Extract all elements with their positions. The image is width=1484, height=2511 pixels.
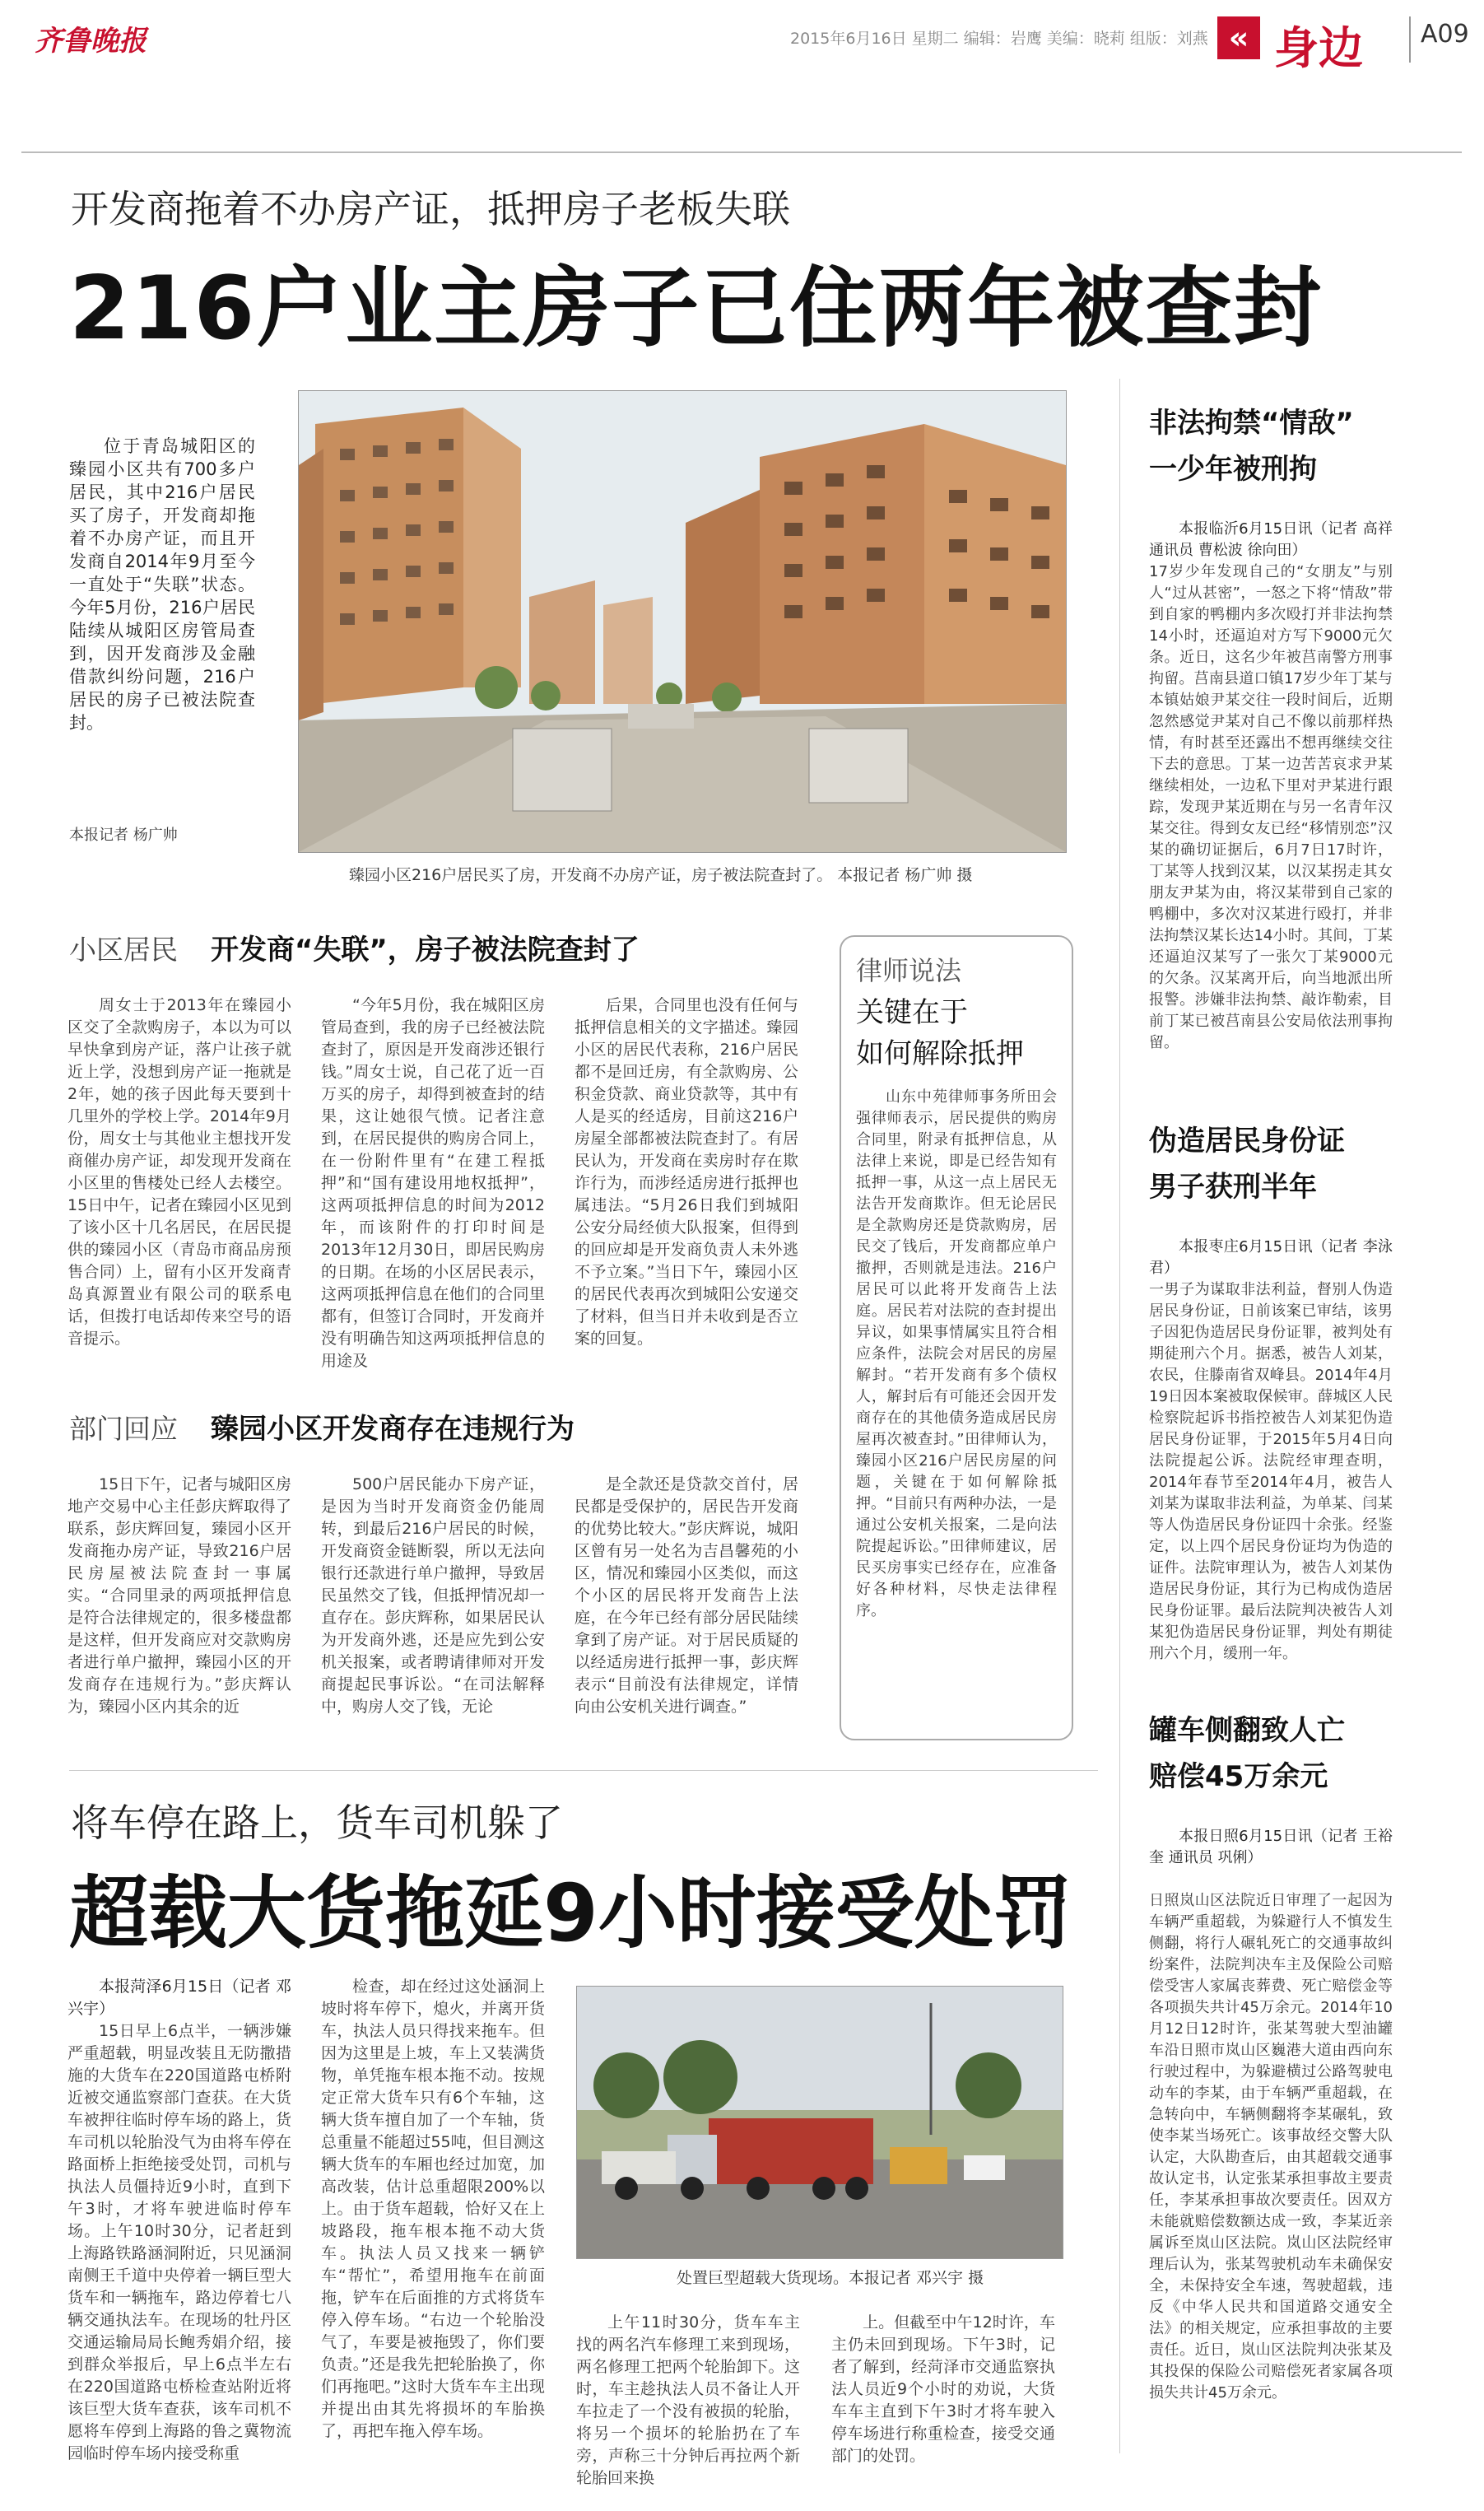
article1-sub2-col2: 500户居民能办下房产证，是因为当时开发商资金仍能周转，到最后216户居民的时候，开发商资金链断裂，所以无法向银行还款进行单户撤押，导致居民虽然交了钱，但抵押情况却一直存在。彭庆辉称，如果居民认为开发商外逃，还是应先到公安机关报案，或者聘请律师对开发商提起民事诉讼。“在司法解释中，购房人交了钱，无论 <box>321 1475 545 1716</box>
sidebar-story1-title2: 一少年被刑拘 <box>1149 453 1317 486</box>
page-number: A09 <box>1421 20 1469 49</box>
article1-sub1-col2: “今年5月份，我在城阳区房管局查到，我的房子已经被法院查封了，原因是开发商涉还银行钱。”周女士说，自己花了近一百万买的房子，却得到被查封的结果，这让她很气愤。记者注意到，在居民提供的购房合同上，在一份附件里有“在建工程抵押”和“国有建设用地权抵押”，这两项抵押信息的时间为2012年，而该附件的打印时间是2013年12月30日，即居民购房的日期。在场的小区居民表示，这两项抵押信息在他们的合同里都有，但签订合同时，开发商并没有明确告知这两项抵押信息的用途及 <box>321 996 545 1370</box>
article2-photo <box>576 1986 1063 2259</box>
article2-headline: 超载大货拖延9小时接受处罚 <box>69 1867 1072 1959</box>
lawyer-opinion-box <box>840 935 1073 1740</box>
article1-sub1-col3: 后果，合同里也没有任何与抵押信息相关的文字描述。臻园小区的居民代表称，216户居民都不是回迁房，有全款购房、公积金贷款、商业贷款等，其中有人是买的经适房，目前这216户房屋全部都被法院查封了。有居民认为，开发商在卖房时存在欺诈行为，而涉经适房进行抵押也属违法。“5月26日我们到城阳公安分局经侦大队报案，但得到的回应却是开发商负责人未外逃不予立案。”当日下午，臻园小区的居民代表再次到城阳公安递交了材料，但当日并未收到是否立案的回复。 <box>575 996 798 1348</box>
article1-headline: 216户业主房子已住两年被查封 <box>69 258 1324 359</box>
sidebar-story2-title1: 伪造居民身份证 <box>1149 1125 1345 1158</box>
lawyer-box-title-line1: 关键在于 <box>856 996 968 1029</box>
sidebar-story2-title2: 男子获刑半年 <box>1149 1171 1317 1204</box>
sidebar-story1-lead: 本报临沂6月15日讯（记者 高祥 通讯员 曹松波 徐向田） <box>1149 520 1393 559</box>
section-badge-icon: « <box>1217 16 1260 59</box>
masthead-meta: 2015年6月16日 星期二 编辑：岩鹰 美编：晓莉 组版：刘燕 <box>790 30 1208 48</box>
sidebar-story3-text: 日照岚山区法院近日审理了一起因为车辆严重超载，为躲避行人不慎发生侧翻，将行人碾轧死亡的交通事故纠纷案件，法院判决车主及保险公司赔偿受害人家属丧葬费、死亡赔偿金等各项损失共计45万余元。2014年10月12日12时许，张某驾驶大型油罐车沿日照市岚山区巍港大道由西向东行驶过程中，为躲避横过公路驾驶电动车的李某，由于车辆严重超载，在急转向中，车辆侧翻将李某碾轧，致使李某当场死亡。该事故经交警大队认定，大队勘查后，由其超载交通事故认定书，认定张某承担事故主要责任，李某承担事故次要责任。因双方未能就赔偿数额达成一致，李某近亲属诉至岚山区法院。岚山区法院经审理后认为，张某驾驶机动车未确保安全，未保持安全车速，驾驶超载，违反《中华人民共和国道路交通安全法》的相关规定，应承担事故的主要责任。近日，岚山区法院判决张某及其投保的保险公司赔偿死者家属各项损失共计45万余元。 <box>1149 1892 1393 2402</box>
article1-sub2-col3: 是全款还是贷款交首付，居民都是受保护的，居民告开发商的优势比较大。”彭庆辉说，城阳区曾有另一处名为吉昌馨苑的小区，情况和臻园小区类似，而这个小区的居民将开发商告上法庭，在今年已经有部分居民陆续拿到了房产证。对于居民质疑的以经适房进行抵押一事，彭庆辉表示“目前没有法律规定，详情向由公安机关进行调查。” <box>575 1475 798 1716</box>
article1-kicker: 开发商拖着不办房产证，抵押房子老板失联 <box>71 187 790 231</box>
article2-col4: 上。但截至中午12时许，车主仍未回到现场。下午3时，记者了解到，经菏泽市交通监察执法人员近9个小时的劝说，大货车车主直到下午3时才将车驶入停车场进行称重检查，接受交通部门的处罚。 <box>831 2313 1055 2465</box>
lawyer-box-label: 律师说法 <box>856 955 962 986</box>
article2-col3: 上午11时30分，货车车主找的两名汽车修理工来到现场，两名修理工把两个轮胎卸下。这时，车主趁执法人员不备让人开车拉走了一个没有被损的轮胎，将另一个损坏的轮胎扔在了车旁，声称三十分钟后再拉两个新轮胎回来换 <box>576 2313 800 2487</box>
article1-photo-caption: 臻园小区216户居民买了房，开发商不办房产证，房子被法院查封了。 本报记者 杨广帅 摄 <box>349 866 973 884</box>
sidebar-story3-title1: 罐车侧翻致人亡 <box>1149 1714 1345 1747</box>
sidebar-story1-title1: 非法拘禁“情敌” <box>1149 407 1354 440</box>
sidebar-story3-lead: 本报日照6月15日讯（记者 王裕奎 通讯员 巩俐） <box>1149 1828 1393 1866</box>
article1-sub1-col1: 周女士于2013年在臻园小区交了全款购房子，本以为可以早快拿到房产证，落户让孩子就近上学，没想到房产证一拖就是2年，她的孩子因此每天要到十几里外的学校上学。2014年9月份，周女士与其他业主想找开发商催办房产证，却发现开发商在小区里的售楼处已经人去楼空。15日中午，记者在臻园小区见到了该小区十几名居民，在居民提供的臻园小区（青岛市商品房预售合同）上，留有小区开发商青岛真源置业有限公司的联系电话，但拨打电话却传来空号的语音提示。 <box>67 996 291 1348</box>
article2-col1: 15日早上6点半，一辆涉嫌严重超载，明显改装且无防撒措施的大货车在220国道路屯桥附近被交通监察部门查获。在大货车被押往临时停车场的路上，货车司机以轮胎没气为由将车停在路面桥上拒绝接受处罚，司机与执法人员僵持近9小时，直到下午3时，才将车驶进临时停车场。上午10时30分，记者赶到上海路铁路涵洞附近，只见涵洞南侧王千道中央停着一辆巨型大货车和一辆拖车，路边停着七八辆交通执法车。在现场的牡丹区交通运输局局长鲍秀娟介绍，接到群众举报后，早上6点半左右在220国道路屯桥检查站附近将该巨型大货车查获，该车司机不愿将车停到上海路的鲁之冀物流园临时停车场内接受称重 <box>67 2022 291 2462</box>
sidebar-story2-text: 一男子为谋取非法利益，督别人伪造居民身份证，日前该案已审结，该男子因犯伪造居民身份证罪，被判处有期徒刑六个月。据悉，被告人刘某，农民，住滕南省双峰县。2014年4月19日因本案被取保候审。薛城区人民检察院起诉书指控被告人刘某犯伪造居民身份证罪，于2015年5月4日向法院提起公诉。法院经审理查明，2014年春节至2014年4月，被告人刘某为谋取非法利益，为单某、闫某等人伪造居民身份证四十余张。经鉴定，以上四个居民身份证均为伪造的证件。法院审理认为，被告人刘某伪造居民身份证，其行为已构成伪造居民身份证罪。最后法院判决被告人刘某犯伪造居民身份证罪，判处有期徒刑六个月，缓刑一年。 <box>1149 1281 1393 1662</box>
article1-sub2-col1: 15日下午，记者与城阳区房地产交易中心主任彭庆辉取得了联系，彭庆辉回复，臻园小区开发商拖办房产证，导致216户居民房屋被法院查封一事属实。“合同里录的两项抵押信息是符合法律规定的，很多楼盘都是这样，但开发商应对交款购房者进行单户撤押，臻园小区的开发商存在违规行为。”彭庆辉认为，臻园小区内其余的近 <box>67 1475 291 1716</box>
lawyer-box-title-line2: 如何解除抵押 <box>856 1037 1024 1070</box>
newspaper-logo: 齐鲁晚报 <box>35 25 147 58</box>
article1-lead: 位于青岛城阳区的臻园小区共有700多户居民，其中216户居民买了房子，开发商却拖着不办房产证，而且开发商自2014年9月至今一直处于“失联”状态。今年5月份，216户居民陆续从城阳区房管局查到，因开发商涉及金融借款纠纷问题，216户居民的房子已被法院查封。 <box>69 436 255 733</box>
masthead <box>0 0 1484 78</box>
article2-col2: 检查，却在经过这处涵洞上坡时将车停下，熄火，并离开货车，执法人员只得找来拖车。但因为这里是上坡，车上又装满货物，单凭拖车根本拖不动。按规定正常大货车只有6个车轴，这辆大货车擅自加了一个车轴，货总重量不能超过55吨，但目测这辆大货车的车厢也经过加宽，加高改装，估计总重超限200%以上。由于货车超载，恰好又在上坡路段，拖车根本拖不动大货车。执法人员又找来一辆铲车“帮忙”，希望用拖车在前面拖，铲车在后面推的方式将货车停入停车场。“右边一个轮胎没气了，车要是被拖毁了，你们要负责。”还是我先把轮胎换了，你们再拖吧。”这时大货车车主出现并提出由其先将损坏的车胎换了，再把车拖入停车场。 <box>321 1978 545 2440</box>
article1-sub1-title: 开发商“失联”，房子被法院查封了 <box>211 934 640 967</box>
article1-sub1-label: 小区居民 <box>69 934 178 966</box>
article1-sub2-label: 部门回应 <box>69 1413 178 1445</box>
sidebar-story1-text: 17岁少年发现自己的“女朋友”与别人“过从甚密”，一怒之下将“情敌”带到自家的鸭棚内多次殴打并非法拘禁14小时，还逼迫对方写下9000元欠条。近日，这名少年被莒南警方刑事拘留。莒南县道口镇17岁少年丁某与本镇姑娘尹某交往一段时间后，近期忽然感觉尹某对自己不像以前那样热情，有时甚至还露出不想再继续交往下去的意思。丁某一边苦苦哀求尹某继续相处，一边私下里对尹某进行跟踪，发现尹某近期在与另一名青年汉某交往。得到女友已经“移情别恋”汉某的确切证据后，6月7日17时许，丁某等人找到汉某，以汉某拐走其女朋友尹某为由，将汉某带到自己家的鸭棚中，多次对汉某进行殴打，并非法拘禁汉某长达14小时。其间，丁某还逼迫汉某写了一张欠丁某9000元的欠条。汉某离开后，向当地派出所报警。涉嫌非法拘禁、敲诈勒索，目前丁某已被莒南县公安局依法刑事拘留。 <box>1149 563 1393 1051</box>
article1-sub2-title: 臻园小区开发商存在违规行为 <box>211 1413 575 1446</box>
article1-photo <box>298 390 1067 853</box>
article2-kicker: 将车停在路上，货车司机躲了 <box>71 1801 563 1845</box>
sidebar-story2-lead: 本报枣庄6月15日讯（记者 李泳君） <box>1149 1238 1393 1277</box>
article2-lead: 本报菏泽6月15日（记者 邓兴宇） <box>67 1978 291 2018</box>
sidebar <box>1133 387 1462 2478</box>
article2-photo-caption: 处置巨型超载大货现场。本报记者 邓兴宇 摄 <box>677 2269 984 2287</box>
article1-byline: 本报记者 杨广帅 <box>69 827 178 844</box>
section-name: 身边 <box>1274 22 1363 74</box>
sidebar-story3-title2: 赔偿45万余元 <box>1149 1760 1328 1793</box>
lawyer-box-text: 山东中苑律师事务所田会强律师表示，居民提供的购房合同里，附录有抵押信息，从法律上来说，即是已经告知有抵押一事，从这一点上居民无法告开发商欺诈。但无论居民是全款购房还是贷款购房，居民交了钱后，开发商都应单户撤押，否则就是违法。216户居民可以此将开发商告上法庭。居民若对法院的查封提出异议，如果事情属实且符合相应条件，法院会对居民的房屋解封。“若开发商有多个债权人，解封后有可能还会因开发商存在的其他债务造成居民房屋再次被查封。”田律师认为，臻园小区216户居民房屋的问题，关键在于如何解除抵押。“目前只有两种办法，一是通过公安机关报案，二是向法院提起诉讼。”田律师建议，居民买房事实已经存在，应准备好各种材料，尽快走法律程序。 <box>856 1088 1057 1619</box>
